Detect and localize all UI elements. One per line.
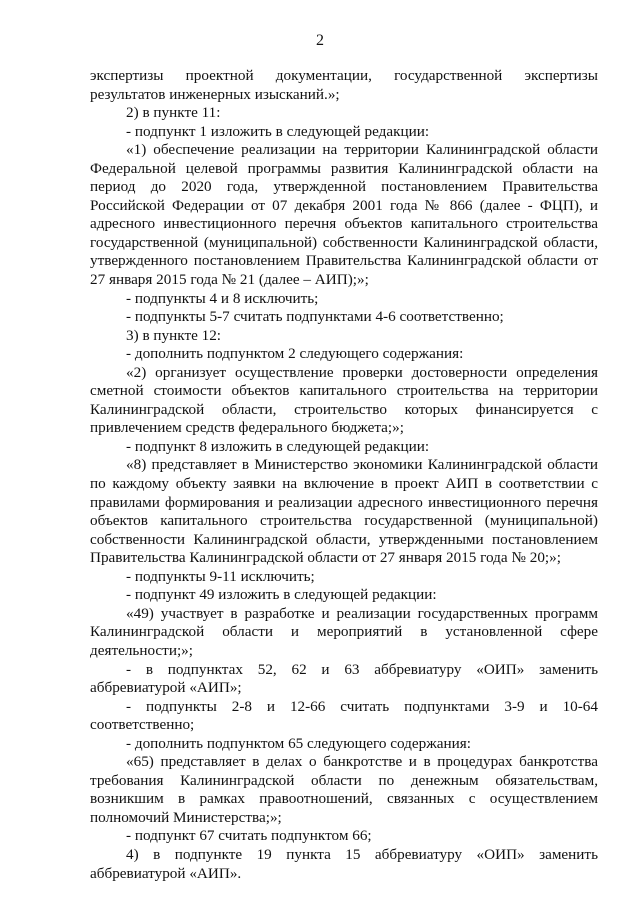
paragraph-subitem: - подпункт 8 изложить в следующей редакции: (126, 437, 430, 455)
page-number: 2 (316, 32, 324, 49)
paragraph-subitem: - подпункт 67 считать подпунктом 66; (126, 827, 372, 845)
paragraph-subitem: - подпункт 49 изложить в следующей редакции: (126, 586, 437, 604)
paragraph-item-3: 3) в пункте 12: (126, 326, 222, 344)
paragraph-subitem: - дополнить подпунктом 65 следующего содержания: (126, 734, 471, 752)
paragraph-quote-8: «8) представляет в Министерство экономики Калининградской области по каждому объекту заявки на включение в проект АИП в соответствии с правилами формирования и реализации адресного инвестиционного перечня объектов капитального строительства государственной (муниципальной) собственности Калининградской области, утвержденными постановлением Правительства Калининградской области от 27 января 2015 года № 20;»; (90, 456, 598, 567)
document-body (90, 67, 598, 883)
paragraph-subitem: - подпункты 2-8 и 12-66 считать подпунктами 3-9 и 10-64 соответственно; (90, 697, 598, 734)
paragraph-quote-2: «2) организует осуществление проверки достоверности определения сметной стоимости объектов капитального строительства на территории Калининградской области, строительство которых финансируется с привлечением средств федерального бюджета;»; (90, 363, 598, 437)
paragraph-item-4: 4) в подпункте 19 пункта 15 аббревиатуру «ОИП» заменить аббревиатурой «АИП». (90, 845, 598, 882)
paragraph-item-2: 2) в пункте 11: (126, 104, 221, 122)
paragraph-subitem: - подпункты 9-11 исключить; (126, 567, 315, 585)
paragraph-subitem: - дополнить подпунктом 2 следующего содержания: (126, 345, 464, 363)
paragraph-quote-1: «1) обеспечение реализации на территории Калининградской области Федеральной целевой программы развития Калининградской области на период до 2020 года, утвержденной постановлением Правительства Российской Федерации от 07 декабря 2001 года № 866 (далее - ФЦП), и адресного инвестиционного перечня объектов капитального строительства государственной (муниципальной) собственности Калининградской области, утвержденного постановлением Правительства Калининградской области от 27 января 2015 года № 21 (далее – АИП);»; (90, 141, 598, 289)
paragraph-continuation: экспертизы проектной документации, государственной экспертизы результатов инженерных изысканий.»; (90, 67, 598, 103)
paragraph-subitem: - подпункты 5-7 считать подпунктами 4-6 соответственно; (126, 308, 504, 326)
paragraph-quote-49: «49) участвует в разработке и реализации государственных программ Калининградской области и мероприятий в установленной сфере деятельности;»; (90, 604, 598, 659)
paragraph-subitem: - подпункт 1 изложить в следующей редакции: (126, 122, 430, 140)
paragraph-subitem: - в подпунктах 52, 62 и 63 аббревиатуру «ОИП» заменить аббревиатурой «АИП»; (90, 660, 598, 697)
paragraph-subitem: - подпункты 4 и 8 исключить; (126, 289, 319, 307)
paragraph-quote-65: «65) представляет в делах о банкротстве и в процедурах банкротства требования Калининградской области по денежным обязательствам, возникшим в рамках правоотношений, связанных с осуществлением полномочий Министерства;»; (90, 753, 598, 826)
